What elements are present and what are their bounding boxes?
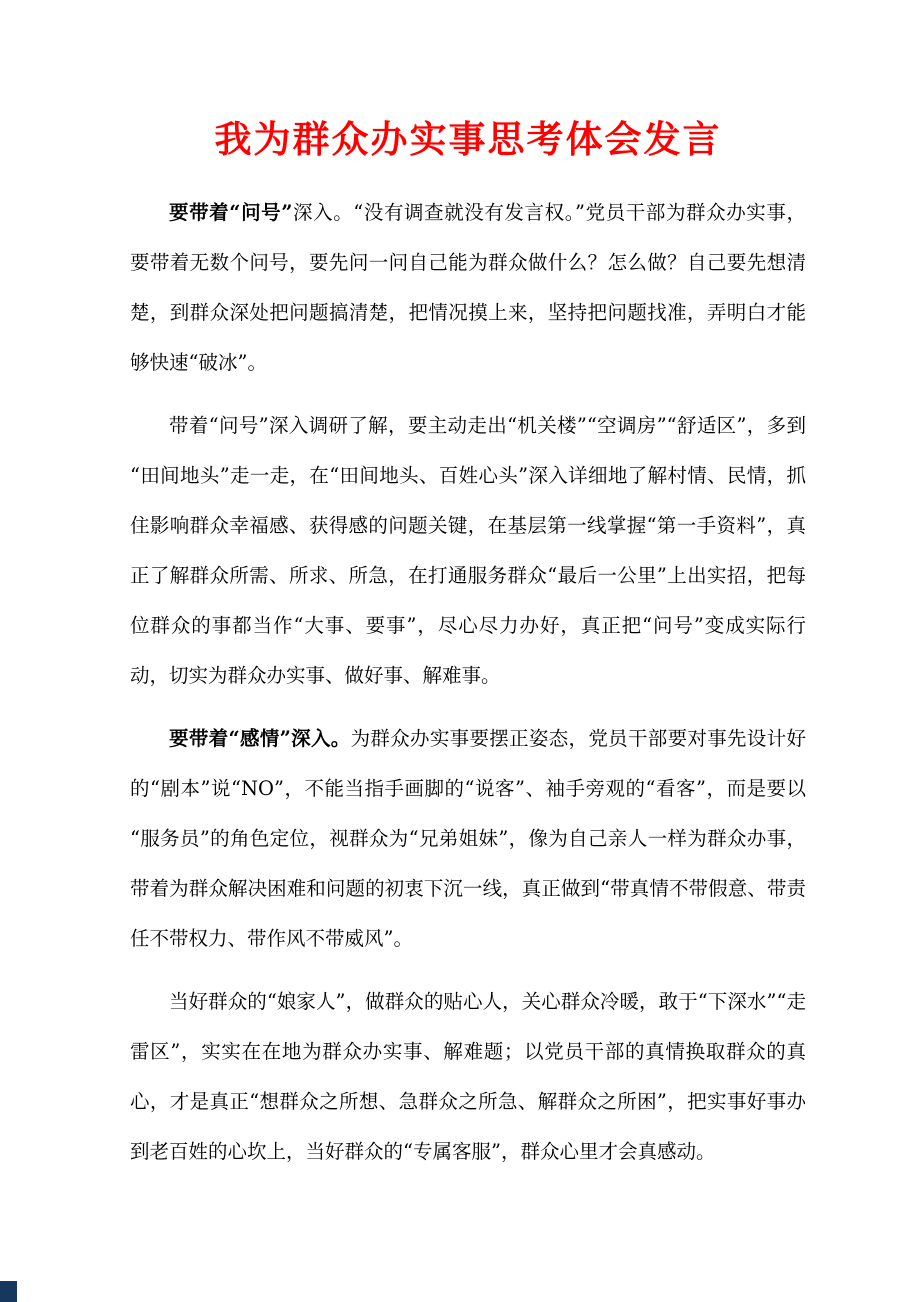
paragraph-3-body: 为群众办实事要摆正姿态，党员干部要对事先设计好的“剧本”说“NO”，不能当指手画脚的“说客”、袖手旁观的“看客”，而是要以“服务员”的角色定位，视群众为“兄弟姐妹”，像为自己亲人一样为群众办事，带着为群众解决困难和问题的初衷下沉一线，真正做到“带真情不带假意、带责任不带权力、带作风不带威风”。 (130, 727, 806, 951)
paragraph-3 (130, 714, 806, 964)
paragraph-4 (130, 977, 806, 1177)
page-corner-mark (0, 1281, 17, 1302)
paragraph-3-lead: 要带着“感情”深入。 (169, 727, 351, 751)
paragraph-1-body: 深入。“没有调查就没有发言权。”党员干部为群众办实事，要带着无数个问号，要先问一问自己能为群众做什么？怎么做？自己要先想清楚，到群众深处把问题搞清楚，把情况摸上来，坚持把问题找准，弄明白才能够快速“破冰”。 (130, 201, 806, 375)
paragraph-1 (130, 188, 806, 388)
paragraph-4-body: 当好群众的“娘家人”，做群众的贴心人，关心群众冷暖，敢于“下深水”“走雷区”，实实在在地为群众办实事、解难题；以党员干部的真情换取群众的真心，才是真正“想群众之所想、急群众之所急、解群众之所困”，把实事好事办到老百姓的心坎上，当好群众的“专属客服”，群众心里才会真感动。 (130, 990, 806, 1164)
paragraph-1-lead: 要带着“问号” (169, 201, 293, 225)
paragraph-2 (130, 401, 806, 701)
paragraph-2-body: 带着“问号”深入调研了解，要主动走出“机关楼”“空调房”“舒适区”，多到“田间地头”走一走，在“田间地头、百姓心头”深入详细地了解村情、民情，抓住影响群众幸福感、获得感的问题关键，在基层第一线掌握“第一手资料”，真正了解群众所需、所求、所急，在打通服务群众“最后一公里”上出实招，把每位群众的事都当作“大事、要事”，尽心尽力办好，真正把“问号”变成实际行动，切实为群众办实事、做好事、解难事。 (130, 414, 806, 688)
page-title: 我为群众办实事思考体会发言 (214, 117, 722, 161)
